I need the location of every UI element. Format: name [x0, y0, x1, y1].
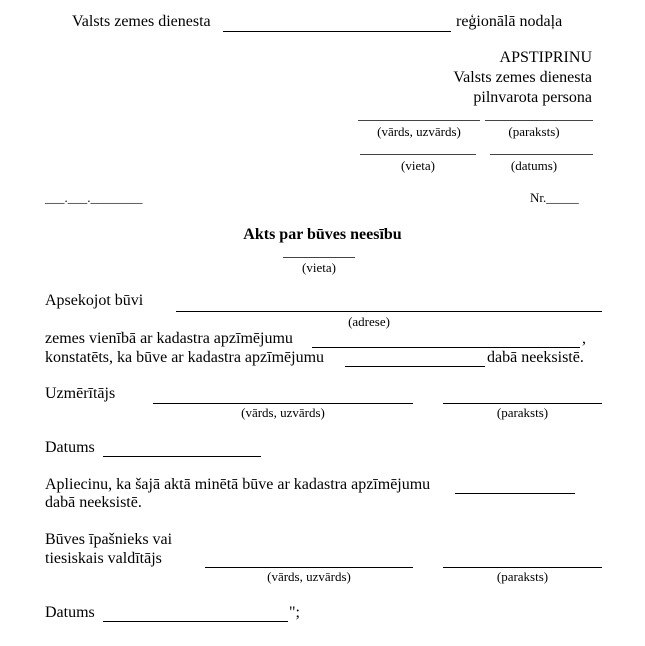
- approve-line-1: Valsts zemes dienesta: [453, 69, 592, 86]
- owner-sign-caption: (paraksts): [496, 569, 549, 584]
- land-unit-cadastre-blank[interactable]: [312, 347, 580, 348]
- approve-title: APSTIPRINU: [499, 49, 592, 66]
- surveyor-sign-blank[interactable]: [443, 403, 602, 404]
- confirm-text: Apliecinu, ka šajā aktā minētā būve ar kadastra apzīmējumu: [45, 476, 431, 493]
- stated-end-text: dabā neeksistē.: [487, 349, 584, 366]
- act-number[interactable]: Nr._____: [530, 190, 579, 205]
- owner-label-1: Būves īpašnieks vai: [45, 531, 173, 548]
- surveyor-label: Uzmērītājs: [45, 385, 116, 402]
- land-unit-comma: ,: [582, 330, 586, 347]
- approver-sign-caption: (paraksts): [508, 124, 560, 139]
- surveyor-name-caption: (vārds, uzvārds): [241, 405, 325, 420]
- surveyor-date-blank[interactable]: [103, 456, 261, 457]
- approver-date-caption: (datums): [510, 158, 558, 173]
- building-cadastre-blank[interactable]: [345, 366, 485, 367]
- inspection-label: Apsekojot būvi: [45, 292, 144, 309]
- stated-text: konstatēts, ka būve ar kadastra apzīmējumu: [45, 349, 325, 366]
- owner-name-caption: (vārds, uzvārds): [267, 569, 351, 584]
- owner-date-blank[interactable]: [103, 621, 288, 622]
- approver-date-blank[interactable]: [490, 154, 593, 155]
- approver-place-caption: (vieta): [401, 158, 435, 173]
- approver-sign-blank[interactable]: [485, 120, 593, 121]
- approve-line-2: pilnvarota persona: [473, 89, 592, 106]
- surveyor-date-label: Datums: [45, 439, 95, 456]
- address-blank[interactable]: [176, 311, 602, 312]
- regional-office-label: reģionālā nodaļa: [456, 13, 563, 30]
- regional-office-blank[interactable]: [223, 31, 451, 32]
- owner-sign-blank[interactable]: [443, 567, 602, 568]
- approver-name-blank[interactable]: [358, 120, 480, 121]
- land-unit-text: zemes vienībā ar kadastra apzīmējumu: [45, 330, 293, 347]
- owner-label-2: tiesiskais valdītājs: [45, 550, 162, 567]
- confirm-cadastre-blank[interactable]: [455, 493, 575, 494]
- act-date-blank[interactable]: ___.___.________: [45, 190, 143, 205]
- owner-date-label: Datums: [45, 604, 95, 621]
- owner-name-blank[interactable]: [205, 567, 413, 568]
- address-caption: (adrese): [348, 314, 390, 329]
- service-label: Valsts zemes dienesta: [72, 13, 211, 30]
- act-title: Akts par būves neesību: [243, 226, 402, 243]
- surveyor-sign-caption: (paraksts): [496, 405, 549, 420]
- confirm-text-end: dabā neeksistē.: [45, 494, 142, 511]
- act-place-caption: (vieta): [302, 260, 336, 275]
- surveyor-name-blank[interactable]: [153, 403, 413, 404]
- approver-place-blank[interactable]: [360, 154, 476, 155]
- owner-date-end: ";: [289, 604, 300, 621]
- approver-name-caption: (vārds, uzvārds): [377, 124, 461, 139]
- act-place-blank[interactable]: [283, 257, 355, 258]
